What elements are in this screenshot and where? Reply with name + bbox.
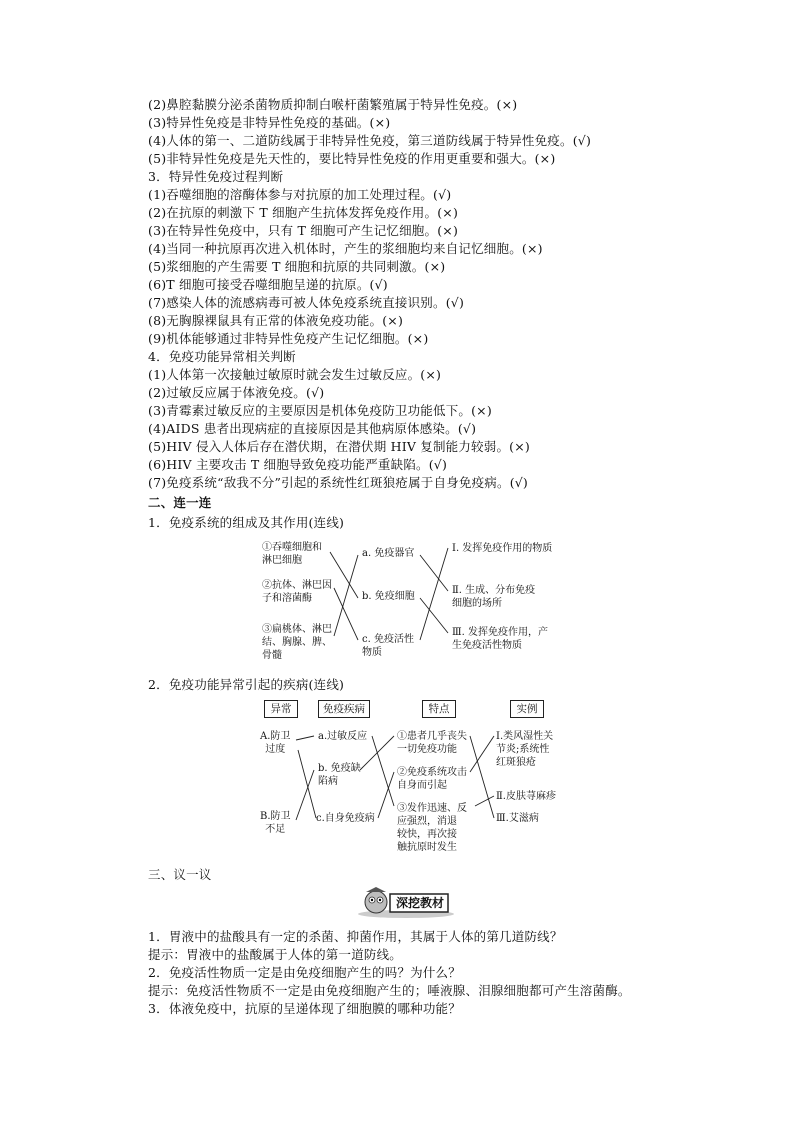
diagram1-left-2: ②抗体、淋巴因 子和溶菌酶 xyxy=(262,580,332,604)
section-heading: 3．特异性免疫过程判断 xyxy=(148,169,284,184)
header-box: 特点 xyxy=(422,700,456,718)
text-line: (4)当同一种抗原再次进入机体时，产生的浆细胞均来自记忆细胞。(×) xyxy=(148,241,543,256)
diagram1-right-1: Ⅰ. 发挥免疫作用的物质 xyxy=(452,543,553,554)
diagram2-col3: ②免疫系统攻击 自身而引起 xyxy=(397,767,467,791)
connector-line xyxy=(378,772,394,818)
section-heading: 三、议一议 xyxy=(148,867,212,882)
diagram1-left-1: ①吞噬细胞和 淋巴细胞 xyxy=(262,542,322,566)
text-line: (3)特异性免疫是非特异性免疫的基础。(×) xyxy=(148,115,391,130)
section-heading: 1．免疫系统的组成及其作用(连线) xyxy=(148,515,345,530)
diagram2-col4: Ⅰ.类风湿性关 节炎;系统性 红斑狼疮 xyxy=(496,731,554,768)
diagram2-col2: b. 免疫缺 陷病 xyxy=(318,763,361,787)
diagram2-col2: c.自身免疫病 xyxy=(316,813,375,824)
text-line: (7)免疫系统“敌我不分”引起的系统性红斑狼疮属于自身免疫病。(√) xyxy=(148,475,529,490)
header-box: 实例 xyxy=(510,700,544,718)
diagram1-left-3: ③扁桃体、淋巴 结、胸腺、脾、 骨髓 xyxy=(262,624,332,661)
text-line: (1)人体第一次接触过敏原时就会发生过敏反应。(×) xyxy=(148,367,442,382)
text-line: (7)感染人体的流感病毒可被人体免疫系统直接识别。(√) xyxy=(148,295,465,310)
section-heading: 二、连一连 xyxy=(148,495,212,510)
diagram1-mid-b: b. 免疫细胞 xyxy=(362,591,415,602)
connector-line xyxy=(296,736,314,740)
question-line: 3．体液免疫中，抗原的呈递体现了细胞膜的哪种功能？ xyxy=(148,1001,461,1016)
connector-line xyxy=(470,736,494,818)
question-line: 1．胃液中的盐酸具有一定的杀菌、抑菌作用，其属于人体的第几道防线？ xyxy=(148,929,563,944)
diagram1-mid-c: c. 免疫活性 物质 xyxy=(362,634,414,658)
diagram1-right-2: Ⅱ. 生成、分布免疫 细胞的场所 xyxy=(452,585,536,609)
text-line: (6)HIV 主要攻击 T 细胞导致免疫功能严重缺陷。(√) xyxy=(148,457,448,472)
connector-line xyxy=(420,548,448,640)
diagram2-col4: Ⅲ.艾滋病 xyxy=(496,813,539,824)
text-line: (2)过敏反应属于体液免疫。(√) xyxy=(148,385,325,400)
text-line: (2)在抗原的刺激下 T 细胞产生抗体发挥免疫作用。(×) xyxy=(148,205,459,220)
text-line: (4)人体的第一、二道防线属于非特异性免疫，第三道防线属于特异性免疫。(√) xyxy=(148,133,592,148)
badge-label: 深挖教材 xyxy=(395,896,444,910)
diagram2-col1: B.防卫 不足 xyxy=(260,811,291,835)
connector-line xyxy=(360,736,394,770)
header-box: 异常 xyxy=(264,700,298,718)
text-line: (3)在特异性免疫中，只有 T 细胞可产生记忆细胞。(×) xyxy=(148,223,459,238)
text-line: (5)浆细胞的产生需要 T 细胞和抗原的共同刺激。(×) xyxy=(148,259,446,274)
connector-line xyxy=(420,598,448,633)
diagram2-col1: A.防卫 过度 xyxy=(260,731,291,755)
connector-line xyxy=(330,552,358,598)
text-line: (1)吞噬细胞的溶酶体参与对抗原的加工处理过程。(√) xyxy=(148,187,452,202)
diagram1-mid-a: a. 免疫器官 xyxy=(362,548,415,559)
text-line: (3)青霉素过敏反应的主要原因是机体免疫防卫功能低下。(×) xyxy=(148,403,492,418)
text-line: (8)无胸腺裸鼠具有正常的体液免疫功能。(×) xyxy=(148,313,404,328)
connector-line xyxy=(475,796,494,806)
diagram2-col4: Ⅱ.皮肤荨麻疹 xyxy=(496,791,556,802)
hint-line: 提示：免疫活性物质不一定是由免疫细胞产生的；唾液腺、泪腺细胞都可产生溶菌酶。 xyxy=(148,983,631,998)
text-line: (9)机体能够通过非特异性免疫产生记忆细胞。(×) xyxy=(148,331,429,346)
question-line: 2．免疫活性物质一定是由免疫细胞产生的吗？为什么？ xyxy=(148,965,461,980)
diagram2-col3: ①患者几乎丧失 一切免疫功能 xyxy=(397,731,467,755)
header-box: 免疫疾病 xyxy=(318,700,370,718)
connector-line xyxy=(470,736,494,772)
text-line: (5)非特异性免疫是先天性的，要比特异性免疫的作用更重要和强大。(×) xyxy=(148,151,556,166)
diagram1-right-3: Ⅲ. 发挥免疫作用，产 生免疫活性物质 xyxy=(452,627,549,651)
hint-line: 提示：胃液中的盐酸属于人体的第一道防线。 xyxy=(148,947,403,962)
badge-dig-textbook xyxy=(356,884,456,920)
diagram2-col2: a.过敏反应 xyxy=(318,731,368,742)
text-line: (6)T 细胞可接受吞噬细胞呈递的抗原。(√) xyxy=(148,277,388,292)
text-line: (5)HIV 侵入人体后存在潜伏期，在潜伏期 HIV 复制能力较弱。(×) xyxy=(148,439,530,454)
section-heading: 4．免疫功能异常相关判断 xyxy=(148,349,296,364)
text-line: (2)鼻腔黏膜分泌杀菌物质抑制白喉杆菌繁殖属于特异性免疫。(×) xyxy=(148,97,518,112)
section-heading: 2．免疫功能异常引起的疾病(连线) xyxy=(148,677,345,692)
diagram2-col3: ③发作迅速、反 应强烈，消退 较快，再次接 触抗原时发生 xyxy=(397,803,467,853)
text-line: (4)AIDS 患者出现病症的直接原因是其他病原体感染。(√) xyxy=(148,421,477,436)
